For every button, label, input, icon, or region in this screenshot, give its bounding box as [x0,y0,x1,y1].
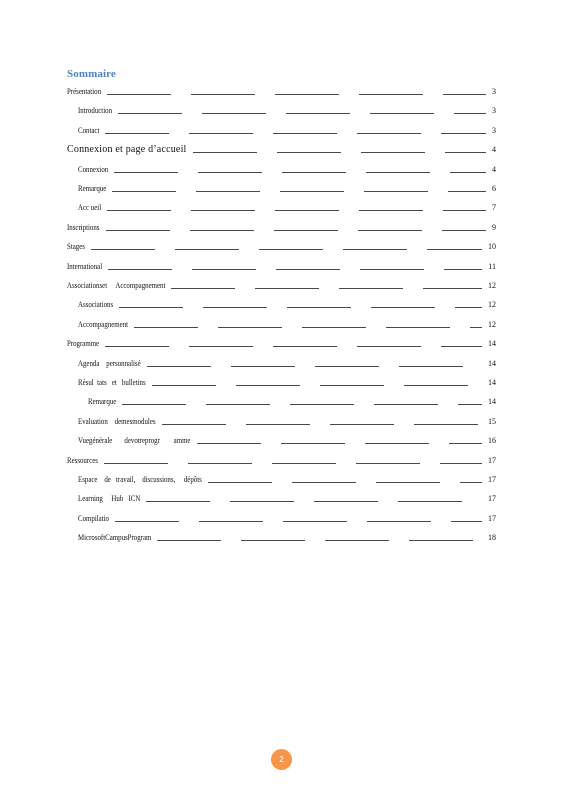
toc-leader-line [440,463,482,464]
toc-entry-page-number: 11 [488,261,496,271]
toc-leader-line [162,424,226,425]
toc-leader-line [196,191,260,192]
toc-leader-line [189,133,253,134]
toc-leader-line [274,230,338,231]
toc-entry-page-number: 15 [488,416,496,426]
toc-leader-line [275,94,339,95]
toc-leader-line [358,230,422,231]
toc-entry[interactable] [0,319,566,333]
toc-leader-line [218,327,282,328]
toc-entry-page-number: 14 [488,339,496,349]
toc-leader-line [455,307,482,308]
toc-leader-line [454,113,486,114]
toc-leader-line [115,521,179,522]
toc-entry[interactable] [0,105,566,119]
toc-leader-line [236,385,300,386]
toc-leader-line [315,366,379,367]
toc-entry-page-number: 14 [488,397,496,407]
toc-entry-label: Contact [78,125,100,135]
toc-leader-line [199,521,263,522]
toc-entry-page-number: 17 [488,475,496,484]
toc-leader-line [275,210,339,211]
toc-leader-line [272,463,336,464]
toc-entry[interactable] [0,241,566,255]
toc-leader-line [364,191,428,192]
toc-leader-line [246,424,310,425]
toc-entry[interactable] [0,164,566,178]
toc-entry-label: Inscriptions [67,222,100,232]
toc-leader-line [283,521,347,522]
toc-leader-line [255,288,319,289]
toc-entry[interactable] [0,358,566,372]
toc-leader-line [91,249,155,250]
toc-entry-label: Learning Hub ICN [78,494,141,504]
toc-entry-page-number: 14 [488,378,496,387]
toc-entry-page-number: 16 [488,436,496,446]
toc-leader-line [450,172,486,173]
toc-leader-line [325,540,389,541]
toc-entry-label: Vuegénérale devotreprogr amme [78,436,191,446]
page-number-badge: 2 [271,749,292,770]
toc-entry-page-number: 10 [488,242,496,252]
toc-entry-page-number: 7 [492,203,496,213]
toc-entry-page-number: 17 [488,455,496,465]
toc-entry[interactable] [0,377,566,391]
toc-leader-line [273,346,337,347]
toc-entry-label: Stages [67,242,85,252]
toc-leader-line [374,404,438,405]
toc-entry-label: Espace de travail, discussions, dépôts [78,475,202,484]
toc-leader-line [276,269,340,270]
toc-leader-line [376,482,440,483]
toc-entry-label: Associationset Accompagnement [67,281,166,290]
toc-entry[interactable] [0,338,566,352]
toc-entry-label: Agenda personnalisé [78,358,141,368]
toc-leader-line [448,191,486,192]
toc-leader-line [441,346,482,347]
toc-entry-page-number: 17 [488,513,496,523]
toc-entry-label: Acc ueil [78,203,102,213]
toc-leader-line [409,540,473,541]
toc-entry-label: Accompagnement [78,319,129,329]
toc-leader-line [359,210,423,211]
toc-leader-line [106,230,170,231]
toc-leader-line [198,172,262,173]
toc-leader-line [281,443,345,444]
toc-entry-label: Remarque [88,397,117,407]
toc-leader-line [370,113,434,114]
toc-leader-line [458,404,482,405]
toc-leader-line [287,307,351,308]
toc-leader-line [302,327,366,328]
toc-entry[interactable] [0,125,566,139]
toc-leader-line [399,366,463,367]
toc-leader-line [361,152,425,153]
toc-leader-line [404,385,468,386]
toc-leader-line [386,327,450,328]
toc-leader-line [206,404,270,405]
toc-leader-line [208,482,272,483]
toc-entry-page-number: 4 [492,145,496,155]
toc-leader-line [193,152,257,153]
toc-entry-page-number: 3 [492,106,496,116]
toc-leader-line [231,366,295,367]
toc-entry-label: Remarque [78,184,107,193]
toc-leader-line [357,133,421,134]
toc-entry[interactable] [0,202,566,216]
toc-leader-line [286,113,350,114]
toc-entry[interactable] [0,299,566,313]
toc-leader-line [192,269,256,270]
toc-entry[interactable] [0,416,566,430]
toc-leader-line [118,113,182,114]
toc-leader-line [356,463,420,464]
toc-leader-line [188,463,252,464]
toc-leader-line [442,230,487,231]
toc-entry-label: Programme [67,339,100,349]
toc-leader-line [330,424,394,425]
toc-leader-line [191,94,255,95]
toc-leader-line [314,501,378,502]
toc-leader-line [365,443,429,444]
toc-leader-line [427,249,482,250]
toc-entry[interactable] [0,493,566,507]
toc-leader-line [357,346,421,347]
toc-leader-line [191,210,255,211]
toc-leader-line [320,385,384,386]
toc-entry-page-number: 18 [488,533,496,543]
toc-entry-page-number: 12 [488,319,496,329]
toc-leader-line [112,191,176,192]
toc-leader-line [157,540,221,541]
toc-entry-label: MicrosoftCampusProgram [78,533,152,543]
toc-leader-line [423,288,482,289]
toc-leader-line [371,307,435,308]
toc-leader-line [152,385,216,386]
toc-entry[interactable] [0,396,566,410]
toc-leader-line [108,269,172,270]
toc-leader-line [175,249,239,250]
toc-entry-label: Introduction [78,106,113,116]
toc-entry[interactable] [0,86,566,100]
toc-entry-page-number: 17 [488,494,496,504]
toc-leader-line [230,501,294,502]
toc-leader-line [367,521,431,522]
toc-entry-label: Connexion [78,164,109,174]
toc-leader-line [171,288,235,289]
toc-entry-label: International [67,261,103,271]
toc-leader-line [359,94,423,95]
toc-leader-line [445,152,487,153]
toc-entry-label: Connexion et page d’accueil [67,144,187,156]
toc-leader-line [122,404,186,405]
toc-leader-line [282,172,346,173]
toc-leader-line [339,288,403,289]
toc-entry-page-number: 3 [492,87,496,96]
toc-leader-line [105,346,169,347]
toc-leader-line [134,327,198,328]
toc-leader-line [104,463,168,464]
toc-leader-line [146,501,210,502]
toc-entry[interactable] [0,513,566,527]
toc-entry[interactable] [0,222,566,236]
toc-entry-page-number: 9 [492,222,496,232]
toc-leader-line [189,346,253,347]
toc-leader-line [280,191,344,192]
toc-leader-line [460,482,482,483]
toc-heading: Sommaire [67,68,116,80]
toc-leader-line [290,404,354,405]
toc-entry-label: Présentation [67,87,102,96]
toc-leader-line [105,133,169,134]
toc-leader-line [107,94,171,95]
toc-entry-label: Associations [78,300,114,310]
toc-leader-line [444,269,482,270]
toc-entry[interactable] [0,144,566,158]
toc-leader-line [197,443,261,444]
toc-leader-line [119,307,183,308]
toc-leader-line [147,366,211,367]
toc-entry-label: Evaluation demesmodules [78,416,156,426]
toc-entry[interactable] [0,532,566,546]
toc-leader-line [449,443,483,444]
toc-entry-label: Compilatio [78,513,109,523]
toc-entry-page-number: 3 [492,125,496,135]
toc-entry[interactable] [0,261,566,275]
toc-leader-line [277,152,341,153]
toc-entry-page-number: 4 [492,164,496,174]
toc-leader-line [343,249,407,250]
toc-entry[interactable] [0,183,566,197]
toc-entry-label: Résul tats et bulletins [78,378,146,387]
toc-leader-line [366,172,430,173]
toc-leader-line [107,210,171,211]
toc-entry[interactable] [0,280,566,294]
toc-entry[interactable] [0,455,566,469]
toc-entry-page-number: 6 [492,184,496,193]
toc-entry[interactable] [0,474,566,488]
toc-leader-line [398,501,462,502]
toc-leader-line [273,133,337,134]
toc-leader-line [241,540,305,541]
toc-leader-line [190,230,254,231]
toc-entry-page-number: 12 [488,281,496,290]
toc-leader-line [202,113,266,114]
toc-leader-line [443,210,486,211]
toc-entry-label: Ressources [67,455,98,465]
toc-entry[interactable] [0,435,566,449]
toc-leader-line [360,269,424,270]
toc-leader-line [114,172,178,173]
toc-leader-line [443,94,486,95]
toc-entry-page-number: 12 [488,300,496,310]
toc-entry-page-number: 14 [488,358,496,368]
toc-leader-line [470,327,482,328]
toc-leader-line [203,307,267,308]
toc-leader-line [451,521,482,522]
toc-leader-line [259,249,323,250]
toc-leader-line [441,133,486,134]
toc-leader-line [292,482,356,483]
toc-leader-line [414,424,478,425]
